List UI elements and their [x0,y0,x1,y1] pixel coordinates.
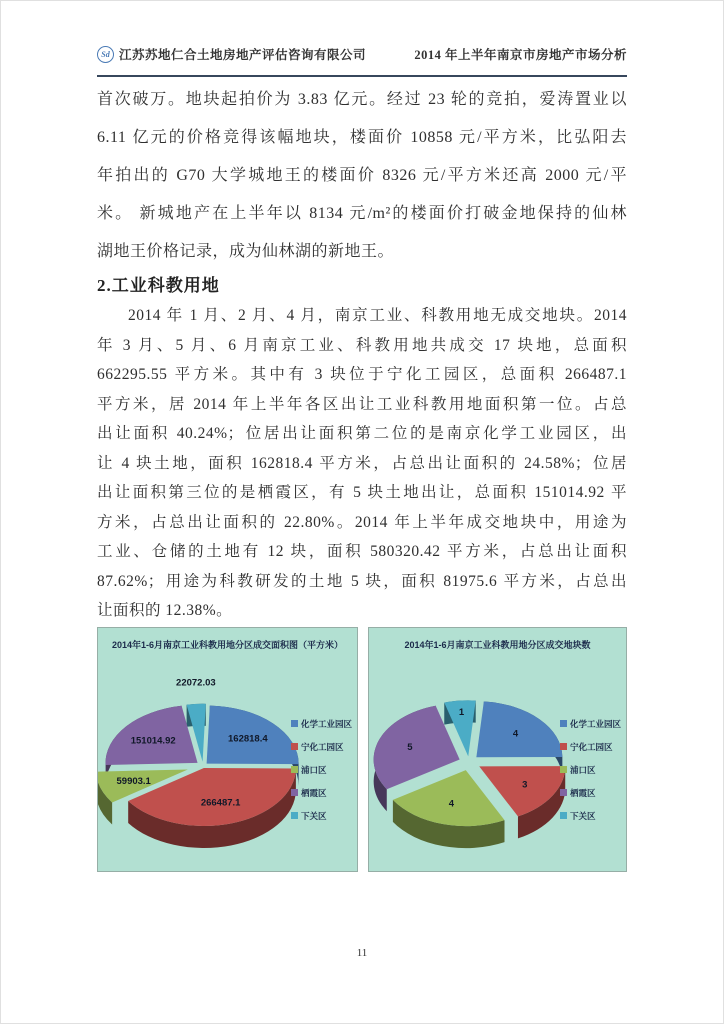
text-line: 6.11 亿元的价格竞得该幅地块，楼面价 10858 元/平方米，比弘阳去 [97,129,627,146]
text-line: 2014 年 1 月、2 月、4 月，南京工业、科教用地无成交地块。2014 [128,307,627,324]
company-logo-icon: Sd [97,46,114,63]
report-title: 2014 年上半年南京市房地产市场分析 [414,48,627,62]
legend-item [291,787,352,799]
legend-label: 栖霞区 [300,787,327,798]
text-line: 工业、仓储的土地有 12 块，面积 580320.42 平方米，占总出让面积 [97,543,627,560]
legend-label: 下关区 [300,810,327,821]
legend-swatch [291,743,298,750]
text-line: 87.62%；用途为科教研发的土地 5 块，面积 81975.6 平方米，占总出 [97,572,627,590]
text-line: 662295.55 平方米。其中有 3 块位于宁化工园区，总面积 266487.1 [97,366,627,383]
pie-data-label: 4 [448,798,455,810]
text-line: 米。 新城地产在上半年以 8134 元/m²的楼面价打破金地保持的仙林 [97,205,627,222]
chart-legend-area [291,718,352,822]
legend-label: 化学工业园区 [569,718,621,729]
legend-swatch [291,812,298,819]
text-line: 平方米，居 2014 年上半年各区出让工业科教用地面积第一位。占总 [97,395,627,413]
text-line: 方米，占总出让面积的 22.80%。2014 年上半年成交地块中，用途为 [97,513,627,531]
legend-item [560,718,621,730]
legend-label: 宁化工园区 [300,741,344,752]
legend-label: 浦口区 [569,764,596,775]
text-line: 出让面积第三位的是栖霞区，有 5 块土地出让，总面积 151014.92 平 [97,484,627,501]
chart-title-area: 2014年1-6月南京工业科教用地分区成交面积图（平方米） [112,639,344,650]
text-line: 出让面积 40.24%；位居出让面积第二位的是南京化学工业园区，出 [97,425,627,442]
legend-label: 宁化工园区 [569,741,613,752]
chart-legend-parcels [560,718,621,822]
paragraph-land-king [97,81,627,271]
legend-label: 下关区 [569,810,596,821]
pie-data-label: 151014.92 [130,734,176,746]
pie-data-label: 4 [512,728,519,740]
legend-item [291,810,352,822]
company-name: 江苏苏地仁合土地房地产评估咨询有限公司 [119,48,367,62]
legend-swatch [291,789,298,796]
legend-item [560,741,621,753]
legend-item [560,764,621,776]
legend-item [560,810,621,822]
legend-swatch [560,812,567,819]
header-company-block [97,45,366,63]
page-header [97,45,627,77]
legend-swatch [560,789,567,796]
chart-title-parcels: 2014年1-6月南京工业科教用地分区成交地块数 [404,639,591,650]
text-line: 让面积的 12.38%。 [97,602,233,619]
pie-slice [476,701,562,757]
pie-data-label: 1 [458,706,465,718]
paragraph-industrial-land [97,301,627,626]
page-content [97,81,627,872]
text-line: 首次破万。地块起拍价为 3.83 亿元。经过 23 轮的竞拍，爱涛置业以 [97,91,627,108]
page-number: 11 [356,947,368,959]
pie-data-label: 266487.1 [200,796,241,808]
legend-label: 浦口区 [300,764,327,775]
pie-chart-area-by-district [97,627,358,872]
pie-data-label: 3 [522,779,528,791]
legend-swatch [291,720,298,727]
text-line: 湖地王价格记录，成为仙林湖的新地王。 [97,243,395,260]
text-line: 让 4 块土地，面积 162818.4 平方米，占总出让面积的 24.58%；位居 [97,454,627,472]
section-heading: 2.工业科教用地 [97,276,220,295]
pie-chart-parcels-by-district [368,627,627,872]
charts-row [97,627,627,872]
pie-data-label: 162818.4 [228,733,268,745]
legend-item [291,741,352,753]
legend-item [560,787,621,799]
legend-swatch [560,743,567,750]
text-line: 年拍出的 G70 大学城地王的楼面价 8326 元/平方米还高 2000 元/平 [97,167,627,184]
legend-swatch [560,766,567,773]
text-line: 年 3 月、5 月、6 月南京工业、科教用地共成交 17 块地，总面积 [97,336,627,354]
legend-label: 化学工业园区 [300,718,352,729]
pie-data-label: 22072.03 [176,676,216,688]
legend-item [291,718,352,730]
legend-item [291,764,352,776]
legend-label: 栖霞区 [569,787,596,798]
pie-data-label: 59903.1 [116,775,151,787]
legend-swatch [291,766,298,773]
pie-data-label: 5 [407,741,413,753]
legend-swatch [560,720,567,727]
